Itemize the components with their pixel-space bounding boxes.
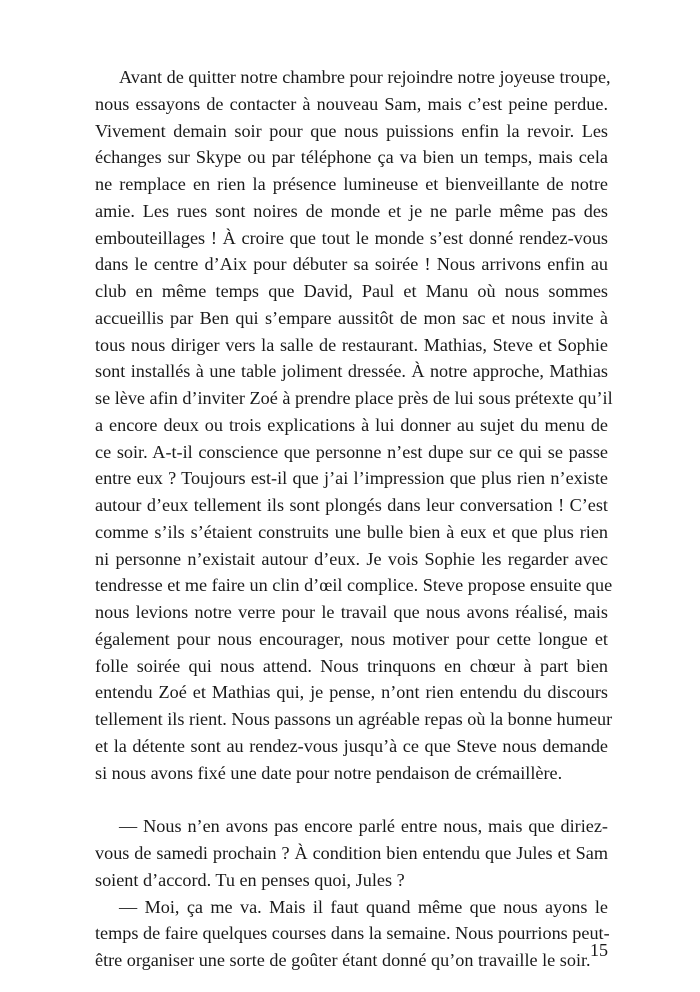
paragraph-dialogue-2 [95, 894, 608, 974]
text-line: également pour nous encourager, nous motiver pour cette longue et [95, 628, 608, 649]
text-line: tendresse et me faire un clin d’œil complice. Steve propose ensuite que [95, 575, 613, 596]
text-line: amie. Les rues sont noires de monde et je ne parle même pas des [95, 200, 608, 221]
text-line: échanges sur Skype ou par téléphone ça va bien un temps, mais cela [95, 147, 608, 168]
text-line: tellement ils rient. Nous passons un agréable repas où la bonne humeur [95, 709, 613, 729]
text-line: dans le centre d’Aix pour débuter sa soirée ! Nous arrivons enfin au [95, 254, 608, 275]
page-number: 15 [590, 940, 608, 960]
text-line: autour d’eux tellement ils sont plongés dans leur conversation ! C’est [95, 495, 608, 515]
text-line: tous nous diriger vers la salle de restaurant. Mathias, Steve et Sophie [95, 334, 608, 355]
text-line: a encore deux ou trois explications à lui donner au sujet du menu de [95, 414, 608, 435]
text-line: se lève afin d’inviter Zoé à prendre place près de lui sous prétexte qu’il [95, 388, 613, 408]
text-line: ce soir. A-t-il conscience que personne n’est dupe sur ce qui se passe [95, 441, 608, 462]
text-line: Avant de quitter notre chambre pour rejoindre notre joyeuse troupe, [119, 67, 611, 87]
text-line: — Moi, ça me va. Mais il faut quand même que nous ayons le [119, 896, 608, 917]
text-line: soient d’accord. Tu en penses quoi, Jules ? [95, 869, 405, 890]
text-line: être organiser une sorte de goûter étant donné qu’on travaille le soir. [95, 950, 591, 970]
page-body [95, 64, 613, 974]
text-line: — Nous n’en avons pas encore parlé entre nous, mais que diriez- [119, 816, 608, 837]
text-line: vous de samedi prochain ? À condition bien entendu que Jules et Sam [95, 843, 608, 863]
text-line: nous essayons de contacter à nouveau Sam, mais c’est peine perdue. [95, 93, 608, 114]
text-line: ne remplace en rien la présence lumineuse et bienveillante de notre [95, 174, 608, 194]
paragraph-gap [95, 786, 608, 813]
paragraph-narrative [95, 64, 613, 786]
paragraph-dialogue-1 [95, 813, 608, 893]
text-line: si nous avons fixé une date pour notre pendaison de crémaillère. [95, 762, 563, 783]
text-line: entendu Zoé et Mathias qui, je pense, n’ont rien entendu du discours [95, 682, 608, 703]
text-line: comme s’ils s’étaient construits une bulle bien à eux et que plus rien [95, 521, 608, 542]
text-line: sont installés à une table joliment dressée. À notre approche, Mathias [95, 361, 608, 382]
text-line: folle soirée qui nous attend. Nous trinquons en chœur à part bien [95, 655, 608, 676]
text-line: accueillis par Ben qui s’empare aussitôt de mon sac et nous invite à [95, 307, 608, 328]
text-line: ni personne n’existait autour d’eux. Je vois Sophie les regarder avec [95, 548, 608, 569]
text-line: entre eux ? Toujours est-il que j’ai l’impression que plus rien n’existe [95, 468, 608, 489]
text-line: temps de faire quelques courses dans la semaine. Nous pourrions peut- [95, 923, 610, 944]
text-line: Vivement demain soir pour que nous puissions enfin la revoir. Les [95, 120, 608, 141]
text-line: nous levions notre verre pour le travail que nous avons réalisé, mais [95, 602, 608, 622]
text-line: club en même temps que David, Paul et Manu où nous sommes [95, 281, 608, 301]
text-line: et la détente sont au rendez-vous jusqu’à ce que Steve nous demande [95, 735, 608, 756]
text-line: embouteillages ! À croire que tout le monde s’est donné rendez-vous [95, 227, 608, 248]
